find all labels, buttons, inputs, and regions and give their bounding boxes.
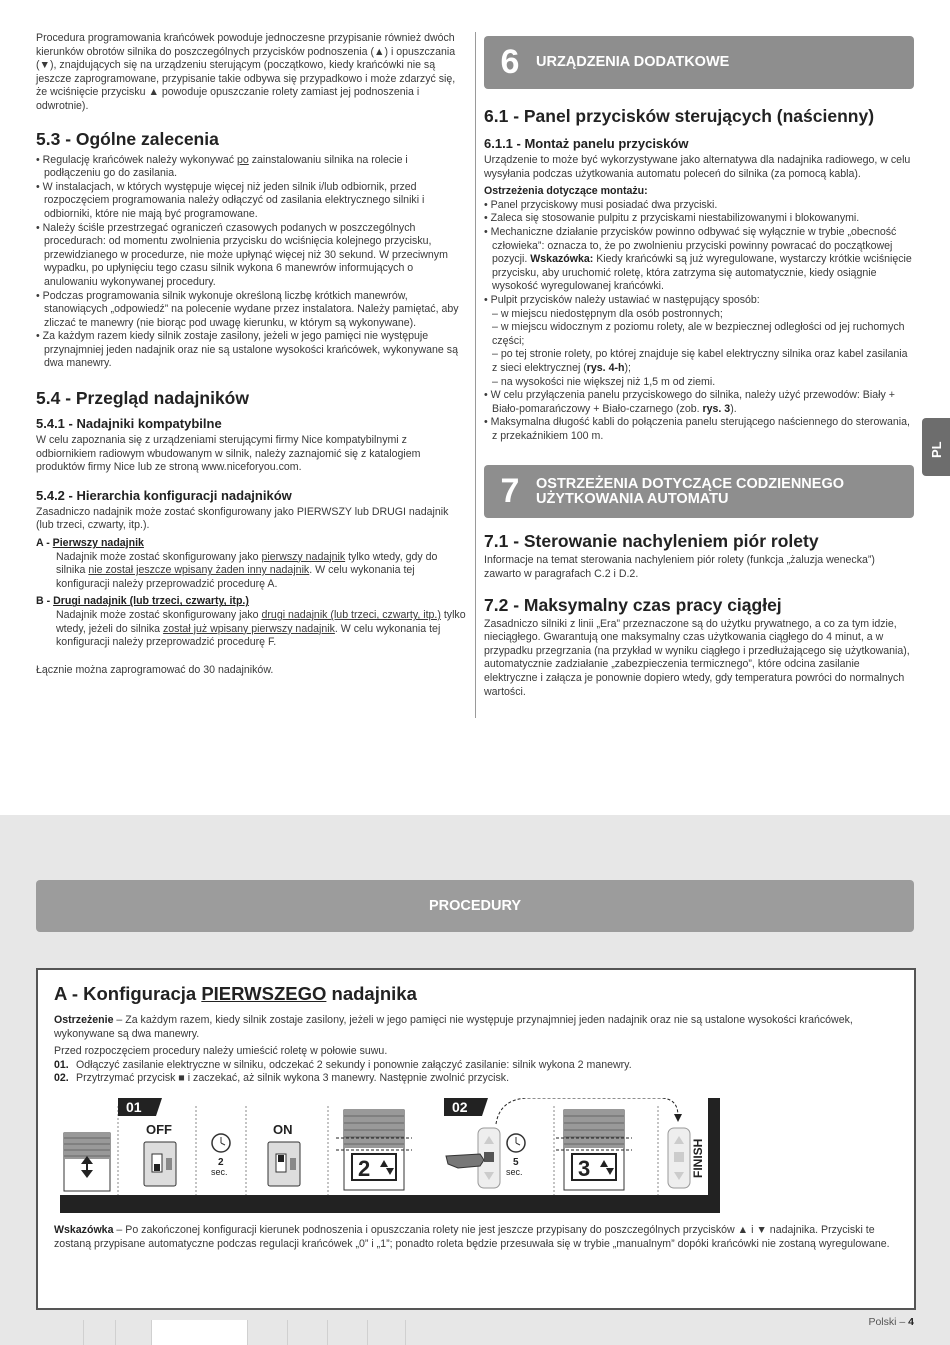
sec-label-2: sec. bbox=[506, 1167, 523, 1177]
language-tab: PL bbox=[922, 418, 950, 476]
breaker-off-icon bbox=[144, 1142, 176, 1186]
svg-text:01: 01 bbox=[126, 1099, 142, 1115]
procedure-step-2: 02. Przytrzymać przycisk ■ i zaczekać, aż silnik wykona 3 manewry. Następnie zwolnić przycisk. bbox=[54, 1072, 510, 1085]
breaker-on-icon bbox=[268, 1142, 300, 1186]
clock-icon bbox=[507, 1134, 525, 1152]
section-6-header bbox=[484, 36, 914, 89]
section-5-4-2-text: Zasadniczo nadajnik może zostać skonfigurowany jako PIERWSZY lub DRUGI nadajnik (lub trzeci, czwarty, itp.). bbox=[36, 505, 449, 532]
finish-label: FINISH bbox=[691, 1138, 705, 1178]
intro-paragraph: Procedura programowania krańcówek powoduje jednoczesne przypisanie również dwóch kierunków obrotów silnika do poszczególnych przycisków podnoszenia (▲) i opuszczania (▼), znajdujących się na urządzeniu sterującym (początkowo, kiedy krańcówki nie są jeszcze zaprogramowane, przypisanie takie odbywa się przypadkowo i może zdarzyć się, że wciśnięcie przycisku ▲ powoduje opuszczanie rolety zamiast jej podnoszenia i odwrotnie). bbox=[36, 32, 456, 112]
step-01-badge bbox=[118, 1098, 162, 1116]
section-5-4-1-title: 5.4.1 - Nadajniki kompatybilne bbox=[36, 416, 222, 432]
list-item: • W celu przyłączenia panelu przyciskowego do silnika, należy użyć przewodów: Biały + Biało-pomarańczowy + Biało-czarnego (zob. rys. 3). bbox=[484, 389, 895, 415]
sub-item: – w miejscu widocznym z poziomu rolety, ale w bezpiecznej odległości od jej ruchomych części; bbox=[492, 321, 905, 347]
left-column bbox=[36, 32, 466, 677]
arrow-head-icon bbox=[674, 1114, 682, 1122]
section-5-4-1-text: W celu zapoznania się z urządzeniami sterującymi firmy Nice kompatybilnymi z odbiornikiem radiowym wbudowanym w silnik, należy zaznajomić się z katalogiem produktów firmy Nice lub ze stroną www.niceforyou.com. bbox=[36, 434, 421, 474]
list-item: • Mechaniczne działanie przycisków powinno odbywać się wyłącznie w trybie „obecność człowieka”: oznacza to, że po zwolnieniu przyciski powinny powracać do początkowej pozycji. Wskazówka: Kiedy krańcówki są już wyregulowane, wystarczy krótkie wciśnięcie przycisku, aby uruchomić roletę, która zatrzyma się automatycznie, kiedy osiągnie wysokość wyregulowanej krańcówki. bbox=[484, 225, 912, 293]
svg-text:02: 02 bbox=[452, 1099, 468, 1115]
section-5-3-title: 5.3 - Ogólne zalecenia bbox=[36, 128, 219, 149]
list-item: • Należy ściśle przestrzegać ograniczeń czasowych podanych w poszczególnych procedurach: od momentu zwolnienia przycisku do wciśnięcia kolejnego przycisku, przewidzianego w procedurze, nie może upłynąć więcej niż 30 sekund. W przeciwnym wypadku, po upłynięciu tego czasu silnik wykona 6 manewrów informujących o anulowaniu wykonywanej procedury. bbox=[36, 221, 448, 288]
section-5-4-title: 5.4 - Przegląd nadajników bbox=[36, 388, 249, 409]
section-7-header bbox=[484, 465, 914, 518]
right-column bbox=[484, 36, 914, 699]
step-02-badge bbox=[444, 1098, 488, 1116]
list-item: • Pulpit przycisków należy ustawiać w następujący sposób: bbox=[484, 293, 760, 306]
procedure-warning: Ostrzeżenie – Za każdym razem, kiedy silnik zostaje zasilony, jeżeli w jego pamięci nie występuje przynajmniej jeden nadajnik oraz nie są ustalone wysokości krańcówek, wykonywane są dwa manewry. bbox=[54, 1014, 853, 1040]
section-title: URZĄDZENIA DODATKOWE bbox=[536, 54, 730, 70]
list-item: • Regulację krańcówek należy wykonywać po zainstalowaniu silnika na rolecie i podłączeniu go do zasilania. bbox=[36, 153, 408, 180]
section-6-1-title: 6.1 - Panel przycisków sterujących (naścienny) bbox=[484, 106, 875, 126]
off-label: OFF bbox=[146, 1122, 172, 1137]
blind-maneuvers-icon bbox=[556, 1110, 632, 1190]
section-7-2-text: Zasadniczo silniki z linii „Era” przeznaczone są do użytku prywatnego, a co za tym idzie, nieciągłego. Gwarantują one maksymalny czas użytkowania ciągłego do 4 minut, a w przypadku przegrzania (na przykład w wyniku ciągłego i przedłużającego się użytkowania), automatycznie zadziałanie „zabezpieczenia termicznego”, które odcina zasilanie elektryczne i załącza je ponownie dopiero wtedy, gdy temperatura powróci do normalnych wartości. bbox=[484, 617, 910, 698]
section-7-2-title: 7.2 - Maksymalny czas pracy ciągłej bbox=[484, 594, 782, 615]
procedure-before: Przed rozpoczęciem procedury należy umieścić roletę w połowie suwu. bbox=[54, 1045, 388, 1058]
option-a-text: Nadajnik może zostać skonfigurowany jako pierwszy nadajnik tylko wtedy, gdy do silnika nie został jeszcze wpisany żaden inny nadajnik. W celu wykonania tej konfiguracji należy przeprowadzić procedurę A. bbox=[56, 550, 438, 590]
mounting-warnings-heading: Ostrzeżenia dotyczące montażu: bbox=[484, 185, 648, 198]
sub-item: – na wysokości nie większej niż 1,5 m od ziemi. bbox=[492, 375, 716, 388]
clock-icon bbox=[212, 1134, 230, 1152]
procedure-diagram bbox=[60, 1098, 720, 1215]
section-number: 6 bbox=[500, 42, 520, 81]
list-item: • Za każdym razem kiedy silnik zostaje zasilony, jeżeli w jego pamięci nie występuje przynajmniej jeden nadajnik oraz nie są ustalone wysokości krańcówek, wykonywane są dwa manewry. bbox=[36, 330, 458, 370]
maneuver-count-1: 2 bbox=[358, 1156, 371, 1181]
procedure-tip: Wskazówka – Po zakończonej konfiguracji kierunek podnoszenia i opuszczania rolety nie jest jeszcze przypisany do poszczególnych przycisków ▲ i ▼ nadajnika. Przyciski te zostaną przypisane automatyczne podczas regulacji krańcówek „0” i „1”; ponadto roleta będzie przesuwała się w trybie „manualnym” dopóki krańcówki nie zostaną wyregulowane. bbox=[54, 1224, 890, 1250]
page-footer: Polski – 4 bbox=[868, 1316, 914, 1328]
option-b-heading: B - Drugi nadajnik (lub trzeci, czwarty, itp.) bbox=[36, 595, 249, 608]
list-item: • Maksymalna długość kabli do połączenia panelu sterującego naściennego do sterowania, z przekaźnikiem 100 m. bbox=[484, 416, 910, 442]
sec-label-1: sec. bbox=[211, 1167, 228, 1177]
blind-maneuvers-icon bbox=[336, 1110, 412, 1190]
list-item: • W instalacjach, w których występuje więcej niż jeden silnik i/lub odbiornik, przed rozpoczęciem programowania należy odłączyć od zasilania elektrycznego silniki i odbiorniki, które nie mają być programowane. bbox=[36, 180, 425, 220]
procedure-step-1: 01. Odłączyć zasilanie elektryczne w silniku, odczekać 2 sekundy i ponownie załączyć zasilanie: silnik wykona 2 manewry. bbox=[54, 1058, 632, 1071]
wait-seconds-2: 5 bbox=[513, 1157, 519, 1168]
procedures-bar: PROCEDURY bbox=[36, 880, 914, 932]
section-6-1-1-text: Urządzenie to może być wykorzystywane jako alternatywa dla nadajnika radiowego, w celu wysyłania podczas użytkowania automatu poleceń do silnika (za pomocą kabla). bbox=[484, 154, 911, 180]
section-number: 7 bbox=[500, 472, 520, 511]
section-5-4-2-title: 5.4.2 - Hierarchia konfiguracji nadajników bbox=[36, 487, 292, 503]
footer-blocks bbox=[36, 1320, 406, 1345]
finish-bar bbox=[708, 1098, 720, 1195]
on-label: ON bbox=[273, 1122, 293, 1137]
option-a-heading: A - Pierwszy nadajnik bbox=[36, 537, 144, 550]
section-6-1-1-title: 6.1.1 - Montaż panelu przycisków bbox=[484, 136, 689, 151]
total-transmitters: Łącznie można zaprogramować do 30 nadajników. bbox=[36, 663, 274, 676]
list-item: • Zaleca się stosowanie pulpitu z przyciskami niestabilizowanymi i blokowanymi. bbox=[484, 212, 860, 225]
remote-icon bbox=[668, 1128, 690, 1188]
list-item: • Podczas programowania silnik wykonuje określoną liczbę krótkich manewrów, stanowiących „odpowiedź” na polecenie wydane przez instalatora. Należy pamiętać, aby zliczać te manewry (nie biorąc pod uwagę kierunku, w którym są wykonywane). bbox=[36, 289, 459, 329]
procedure-a-title: A - Konfiguracja PIERWSZEGO nadajnika bbox=[54, 983, 417, 1004]
maneuver-count-2: 3 bbox=[578, 1156, 591, 1181]
column-divider bbox=[475, 32, 476, 718]
sub-item: – w miejscu niedostępnym dla osób postronnych; bbox=[492, 307, 723, 320]
diagram-baseline bbox=[60, 1195, 720, 1213]
section-7-1-title: 7.1 - Sterowanie nachyleniem piór rolety bbox=[484, 531, 819, 552]
roller-blind-icon bbox=[64, 1133, 110, 1191]
wait-seconds-1: 2 bbox=[218, 1157, 224, 1168]
sub-item: – po tej stronie rolety, po której znajduje się kabel elektryczny silnika oraz kabel zasilania z sieci elektrycznej (rys. 4-h); bbox=[492, 348, 908, 374]
section-title: OSTRZEŻENIA DOTYCZĄCE CODZIENNEGO UŻYTKOWANIA AUTOMATU bbox=[536, 475, 844, 507]
remote-press-icon bbox=[446, 1128, 500, 1188]
section-7-1-text: Informacje na temat sterowania nachyleniem piór rolety (funkcja „żaluzja wenecka”) zawarto w paragrafach C.2 i D.2. bbox=[484, 554, 875, 581]
list-item: • Panel przyciskowy musi posiadać dwa przyciski. bbox=[484, 198, 718, 211]
option-b-text: Nadajnik może zostać skonfigurowany jako drugi nadajnik (lub trzeci, czwarty, itp.) tylko wtedy, jeżeli do silnika został już wpisany pierwszy nadajnik. W celu wykonania tej konfiguracji należy przeprowadzić procedurę F. bbox=[56, 609, 466, 649]
